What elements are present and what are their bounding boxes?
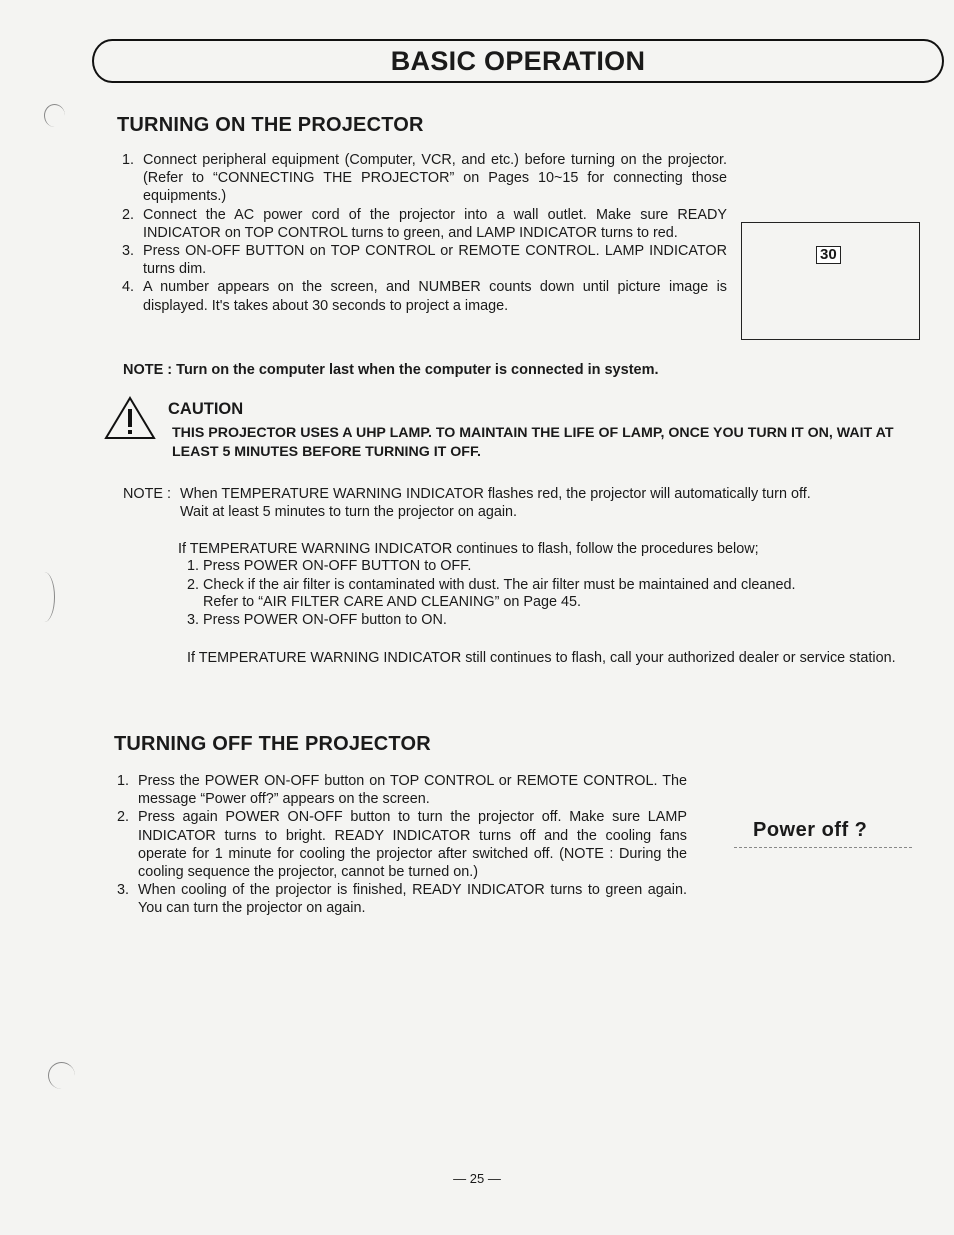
turning-on-heading: TURNING ON THE PROJECTOR xyxy=(117,114,424,136)
caution-text: THIS PROJECTOR USES A UHP LAMP. TO MAINTAIN THE LIFE OF LAMP, ONCE YOU TURN IT ON, WAIT AT LEAST 5 MINUTES BEFORE TURNING IT OFF. xyxy=(172,425,894,460)
page-title: BASIC OPERATION xyxy=(390,46,646,76)
countdown-screen-illustration xyxy=(741,222,920,340)
temperature-note-line1: When TEMPERATURE WARNING INDICATOR flashes red, the projector will automatically turn off. xyxy=(180,486,811,502)
turning-on-steps xyxy=(122,151,727,315)
list-item: 3. Press ON-OFF BUTTON on TOP CONTROL or REMOTE CONTROL. LAMP INDICATOR turns dim. xyxy=(122,243,727,278)
list-item: 1. Connect peripheral equipment (Computer, VCR, and etc.) before turning on the projector. (Refer to “CONNECTING THE PROJECTOR” on Pages 10~15 for connecting those equipments.) xyxy=(122,152,727,205)
punch-hole-mark-bottom xyxy=(48,1062,75,1089)
temperature-note-line2: Wait at least 5 minutes to turn the projector on again. xyxy=(180,504,518,520)
computer-note: NOTE : Turn on the computer last when the computer is connected in system. xyxy=(123,362,659,378)
list-item: 1. Press the POWER ON-OFF button on TOP CONTROL or REMOTE CONTROL. The message “Power off?” appears on the screen. xyxy=(117,773,687,808)
punch-hole-mark-middle xyxy=(34,572,55,622)
caution-title: CAUTION xyxy=(168,400,244,418)
temperature-final-note: If TEMPERATURE WARNING INDICATOR still continues to flash, call your authorized dealer or service station. xyxy=(187,650,896,666)
temperature-step-2-reference: Refer to “AIR FILTER CARE AND CLEANING” on Page 45. xyxy=(203,594,582,610)
temperature-step-2: 2. Check if the air filter is contaminated with dust. The air filter must be maintained and cleaned. xyxy=(187,577,796,593)
list-item: 4. A number appears on the screen, and NUMBER counts down until picture image is displayed. It's takes about 30 seconds to project a image. xyxy=(122,279,727,314)
turning-off-steps xyxy=(117,772,687,918)
temperature-procedure-intro: If TEMPERATURE WARNING INDICATOR continues to flash, follow the procedures below; xyxy=(178,541,759,557)
power-off-message: Power off ? xyxy=(753,819,868,841)
turning-off-heading: TURNING OFF THE PROJECTOR xyxy=(114,733,431,755)
list-item: 2. Press again POWER ON-OFF button to turn the projector off. Make sure LAMP INDICATOR turns to bright. READY INDICATOR turns off and the cooling fans operate for 1 minute for cooling the projector after switched off. (NOTE : During the cooling sequence the projector, cannot be turned on.) xyxy=(117,809,687,881)
list-item: 2. Connect the AC power cord of the projector into a wall outlet. Make sure READY INDICATOR on TOP CONTROL turns to green, and LAMP INDICATOR turns to red. xyxy=(122,206,727,241)
list-item: 3. When cooling of the projector is finished, READY INDICATOR turns to green again. You can turn the projector on again. xyxy=(117,882,687,917)
temperature-step-3: 3. Press POWER ON-OFF button to ON. xyxy=(187,612,447,628)
power-off-underline xyxy=(734,847,912,848)
countdown-number: 30 xyxy=(816,246,841,264)
page-title-banner xyxy=(92,39,944,83)
temperature-note-label: NOTE : xyxy=(123,486,171,502)
temperature-step-1: 1. Press POWER ON-OFF BUTTON to OFF. xyxy=(187,558,472,574)
warning-triangle-icon xyxy=(104,396,156,440)
page-number: — 25 — xyxy=(453,1171,501,1186)
punch-hole-mark-top xyxy=(44,104,65,127)
